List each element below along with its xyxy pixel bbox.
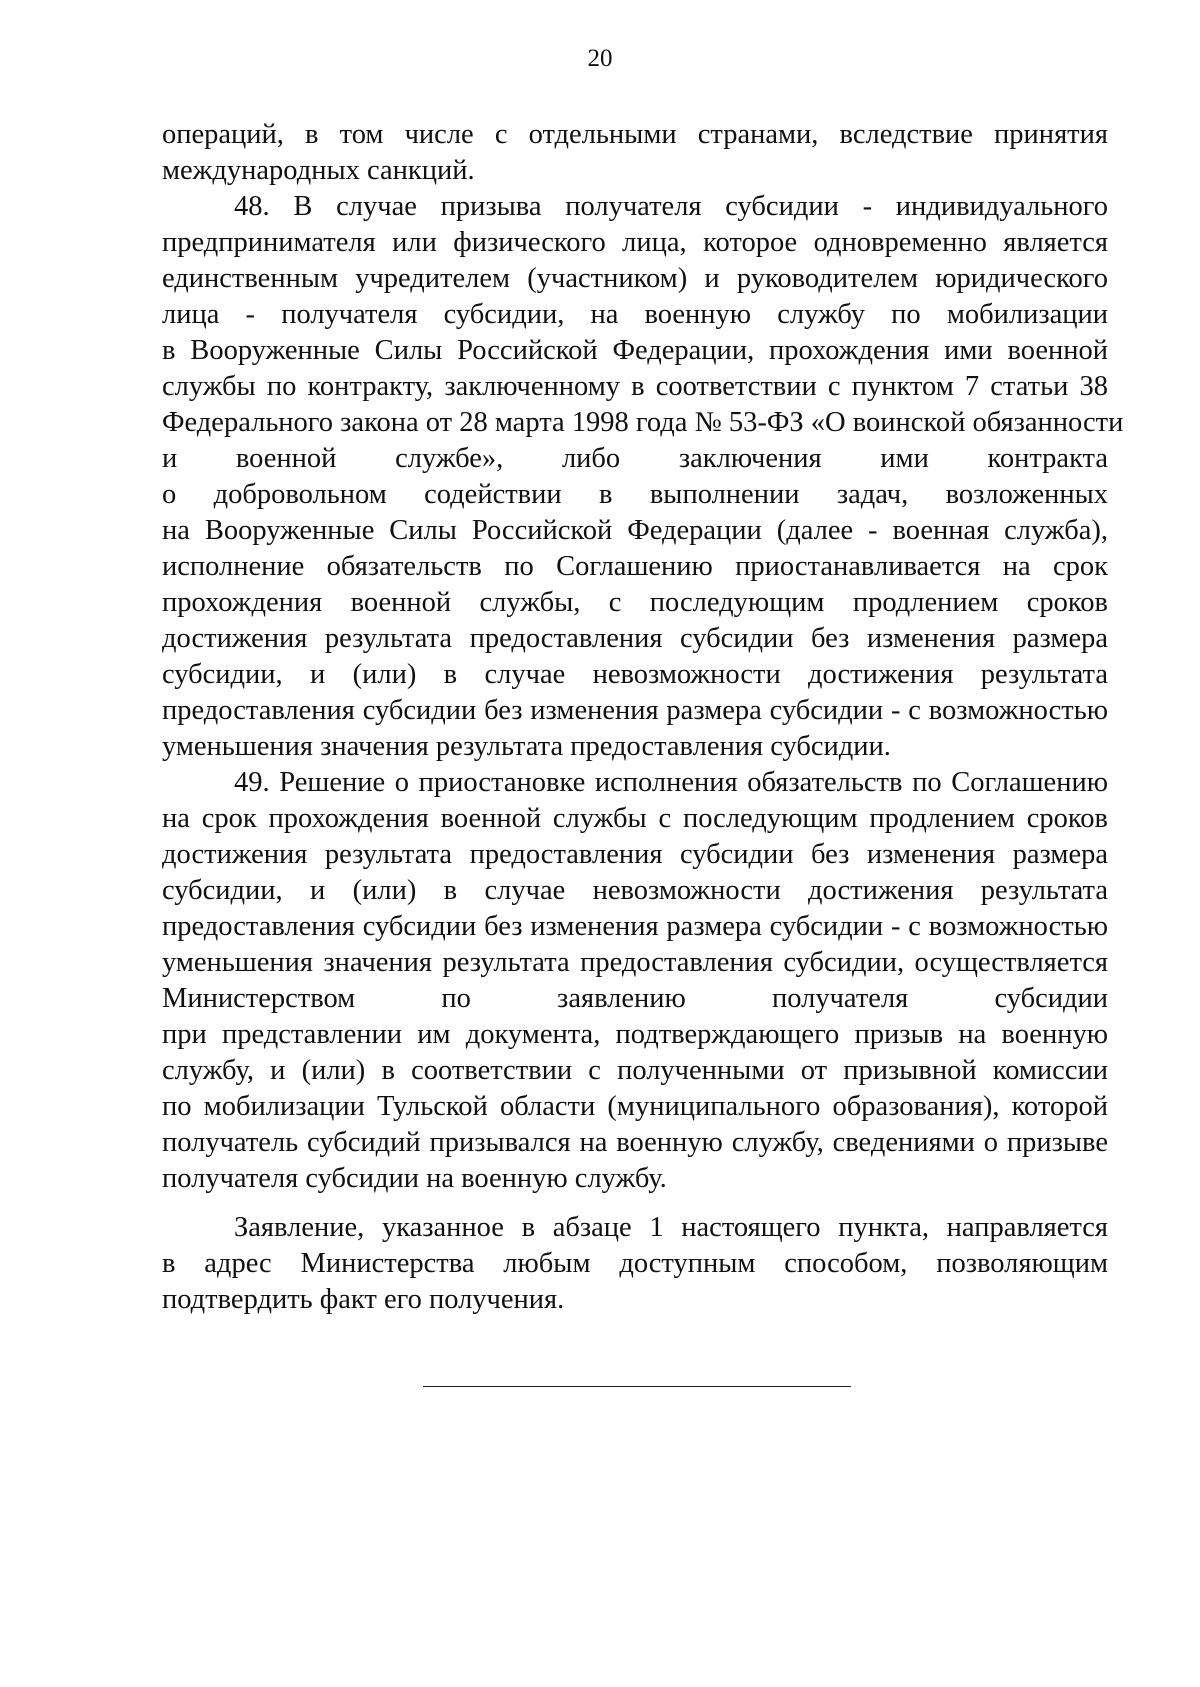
text-line: и военной службе», либо заключения ими контракта (162, 443, 1108, 474)
text-line: операций, в том числе с отдельными странами, вследствие принятия (162, 119, 1108, 150)
text-line: уменьшения значения результата предоставления субсидии. (162, 731, 891, 762)
text-line: исполнение обязательств по Соглашению приостанавливается на срок (162, 551, 1108, 582)
text-line: Заявление, указанное в абзаце 1 настоящего пункта, направляется (234, 1212, 1108, 1243)
text-line: подтвердить факт его получения. (162, 1284, 565, 1315)
text-line: субсидии, и (или) в случае невозможности достижения результата (162, 659, 1108, 690)
text-line: прохождения военной службы, с последующим продлением сроков (162, 587, 1108, 618)
text-line: о добровольном содействии в выполнении задач, возложенных (162, 479, 1108, 510)
text-line: лица - получателя субсидии, на военную службу по мобилизации (162, 299, 1108, 330)
text-line: международных санкций. (162, 155, 475, 186)
text-line: достижения результата предоставления субсидии без изменения размера (162, 839, 1108, 870)
text-line: уменьшения значения результата предоставления субсидии, осуществляется (162, 947, 1108, 978)
text-line: на Вооруженные Силы Российской Федерации (далее - военная служба), (162, 515, 1108, 546)
text-line: службы по контракту, заключенному в соответствии с пунктом 7 статьи 38 (162, 371, 1108, 402)
end-of-document-rule (423, 1386, 851, 1387)
text-line: единственным учредителем (участником) и руководителем юридического (162, 263, 1108, 294)
text-line: предпринимателя или физического лица, которое одновременно является (162, 227, 1108, 258)
document-body (162, 117, 1124, 1318)
text-line: достижения результата предоставления субсидии без изменения размера (162, 623, 1108, 654)
text-line: при представлении им документа, подтверждающего призыв на военную (162, 1019, 1108, 1050)
text-line: 48. В случае призыва получателя субсидии - индивидуального (234, 191, 1108, 222)
text-line: получателя субсидии на военную службу. (162, 1163, 667, 1194)
text-line: по мобилизации Тульской области (муниципального образования), которой (162, 1091, 1108, 1122)
text-line: получатель субсидий призывался на военную службу, сведениями о призыве (162, 1127, 1108, 1158)
text-line: 49. Решение о приостановке исполнения обязательств по Соглашению (234, 767, 1108, 798)
text-line: предоставления субсидии без изменения размера субсидии - с возможностью (162, 695, 1108, 726)
text-line: в Вооруженные Силы Российской Федерации, прохождения ими военной (162, 335, 1108, 366)
text-line: субсидии, и (или) в случае невозможности достижения результата (162, 875, 1108, 906)
text-line: на срок прохождения военной службы с последующим продлением сроков (162, 803, 1108, 834)
paragraph-gap (162, 1197, 1108, 1210)
text-line: в адрес Министерства любым доступным способом, позволяющим (162, 1248, 1108, 1279)
text-line: предоставления субсидии без изменения размера субсидии - с возможностью (162, 911, 1108, 942)
text-line: службу, и (или) в соответствии с полученными от призывной комиссии (162, 1055, 1108, 1086)
text-line: Федерального закона от 28 марта 1998 года № 53-ФЗ «О воинской обязанности (162, 407, 1124, 438)
page-number: 20 (587, 45, 613, 72)
text-line: Министерством по заявлению получателя субсидии (162, 983, 1108, 1014)
